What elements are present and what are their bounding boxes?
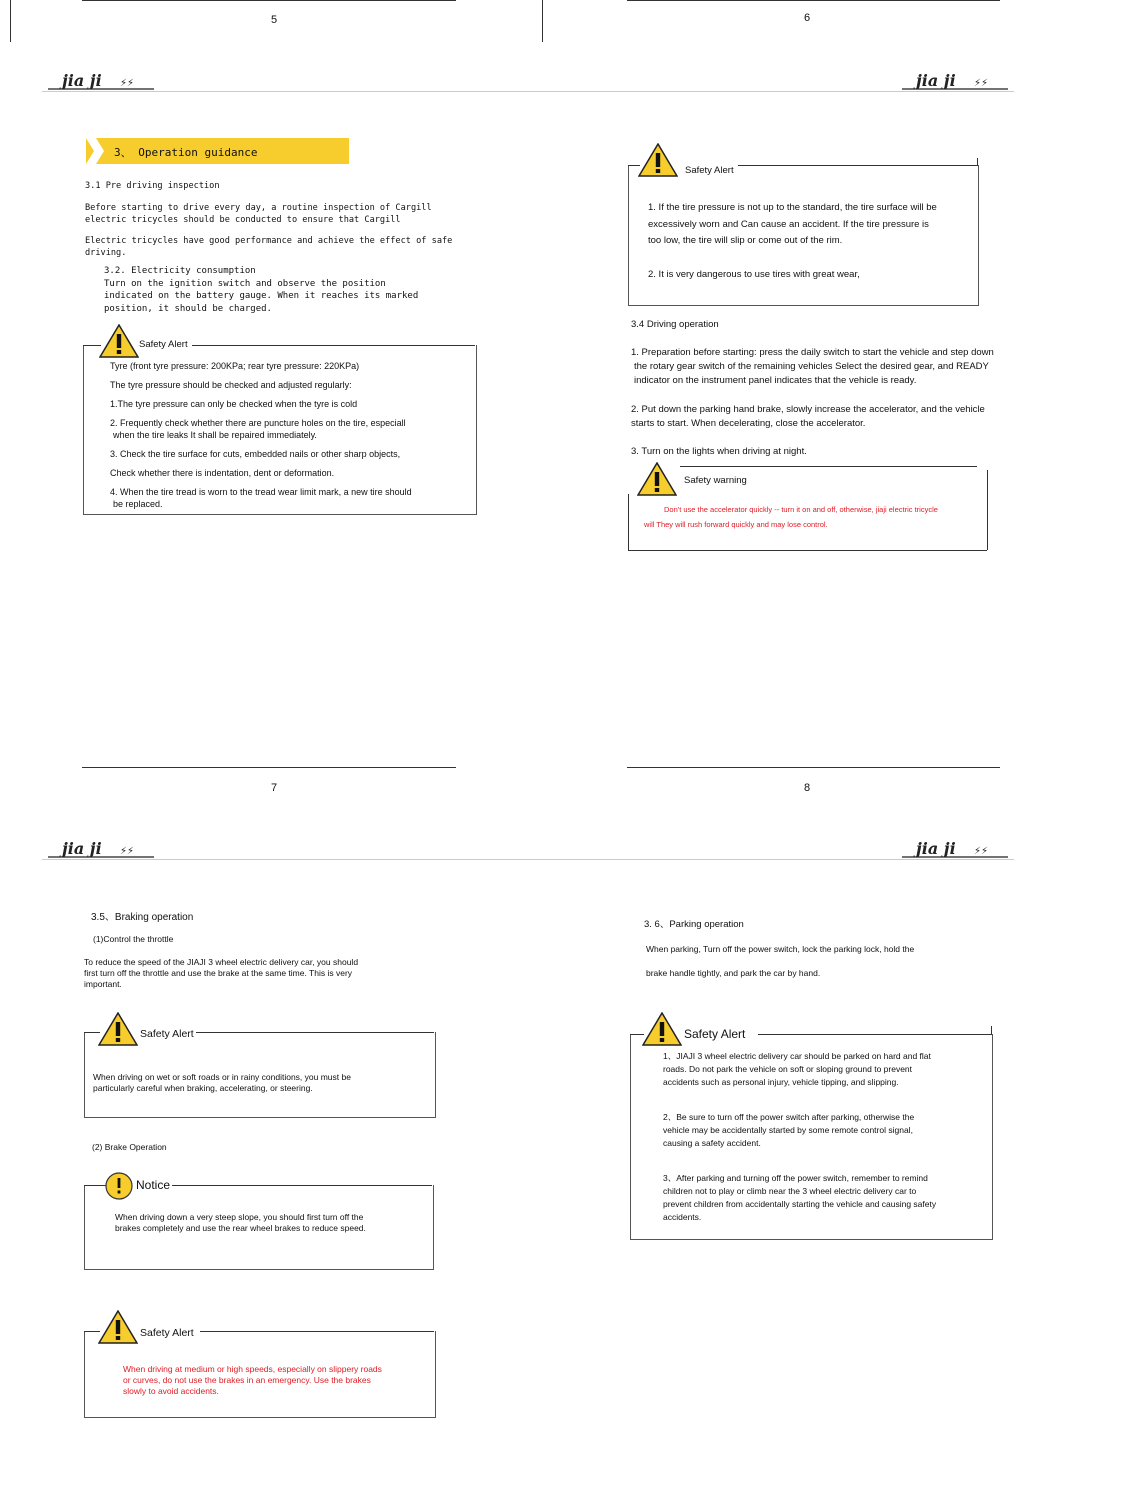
throttle-subtitle: (1)Control the throttle [93, 934, 174, 944]
page-number: 5 [270, 14, 278, 26]
safety-alert-title: Safety Alert [684, 1027, 746, 1041]
warning-triangle-icon [637, 462, 677, 496]
pre-driving-title: 3.1 Pre driving inspection [85, 181, 220, 191]
parking-operation-title: 3. 6、Parking operation [644, 919, 744, 930]
pre-driving-text: Before starting to drive every day, a routine inspection of Cargill electric tricycles should be conducted to ensure that Cargill [85, 203, 432, 225]
driving-step-3: 3. Turn on the lights when driving at night. [631, 446, 807, 457]
jiaji-logo [48, 72, 158, 90]
safety-alert-content: Tyre (front tyre pressure: 200KPa; rear tyre pressure: 220KPa) The tyre pressure should be checked and adjusted regularly: 1.The tyre pressure can only be checked when the tyre is cold 2. Frequently check whether there are puncture holes on the tire, especiall when the tire leaks It shall be repaired immediately. 3. Check the tire surface for cuts, embedded nails or other sharp objects, Check whether there is indentation, dent or deformation. 4. When the tire tread is worn to the tread wear limit mark, a new tire should be replaced. [110, 361, 412, 509]
pre-driving-text-2: Electric tricycles have good performance and achieve the effect of safe driving. [85, 236, 453, 258]
jiaji-logo [902, 72, 1012, 90]
section-banner [86, 138, 349, 164]
warning-triangle-icon [638, 143, 678, 177]
brake-operation-subtitle: (2) Brake Operation [92, 1142, 167, 1152]
chevron-right-icon [86, 138, 104, 164]
warning-triangle-icon [98, 1310, 138, 1344]
safety-warning-content: Don't use the accelerator quickly -- turn it on and off, otherwise, jiaji electric tricycle will They will rush forward quickly and may lose control. [644, 505, 938, 529]
header-rule [42, 91, 1014, 92]
throttle-text: To reduce the speed of the JIAJI 3 wheel electric delivery car, you should first turn off the throttle and use the brake at the same time. This is very important. [84, 957, 359, 989]
notice-content: When driving down a very steep slope, you should first turn off the brakes completely and use the rear wheel brakes to reduce speed. [115, 1212, 366, 1233]
driving-step-2: 2. Put down the parking hand brake, slowly increase the accelerator, and the vehicle starts to start. When decelerating, close the accelerator. [631, 404, 985, 429]
safety-alert-content: When driving on wet or soft roads or in rainy conditions, you must be particularly careful when braking, accelerating, or steering. [93, 1072, 351, 1093]
jiaji-logo [902, 840, 1012, 858]
footer-rule [82, 767, 456, 768]
safety-warning-title: Safety warning [684, 475, 747, 486]
warning-triangle-icon [642, 1012, 682, 1046]
page-number: 7 [270, 782, 278, 794]
footer-rule [627, 0, 1000, 1]
safety-alert-content: 1. If the tire pressure is not up to the standard, the tire surface will be excessively worn and Can cause an accident. If the tire pressure is too low, the tire will slip or come out of the rim. 2. It is very dangerous to use tires with great wear, [648, 202, 937, 280]
safety-alert-title: Safety Alert [140, 1028, 194, 1040]
jiaji-logo [48, 840, 158, 858]
header-rule [42, 859, 1014, 860]
driving-step-1: 1. Preparation before starting: press the daily switch to start the vehicle and step down the rotary gear switch of the remaining vehicles Select the desired gear, and READY indicator on the instrument panel indicates that the vehicle is ready. [631, 347, 994, 386]
warning-triangle-icon [98, 1012, 138, 1046]
page-edge [542, 0, 543, 42]
page-number: 8 [803, 782, 811, 794]
notice-title: Notice [136, 1178, 171, 1192]
footer-rule [82, 0, 456, 1]
parking-text-1: When parking, Turn off the power switch, lock the parking lock, hold the [646, 944, 915, 954]
driving-operation-title: 3.4 Driving operation [631, 319, 719, 330]
notice-exclamation-icon [104, 1171, 134, 1201]
safety-alert-title: Safety Alert [685, 165, 734, 176]
electricity-section: 3.2. Electricity consumption Turn on the ignition switch and observe the position indicated on the battery gauge. When it reaches its marked position, it should be charged. [104, 266, 419, 314]
page-edge [10, 0, 11, 42]
safety-alert-title: Safety Alert [140, 1327, 194, 1339]
footer-rule [627, 767, 1000, 768]
braking-operation-title: 3.5、Braking operation [91, 912, 194, 923]
page-number: 6 [803, 12, 811, 24]
parking-text-2: brake handle tightly, and park the car by hand. [646, 968, 821, 978]
safety-alert-title: Safety Alert [139, 339, 188, 350]
warning-triangle-icon [99, 324, 139, 358]
safety-alert-content: 1、JIAJI 3 wheel electric delivery car should be parked on hard and flat roads. Do not park the vehicle on soft or sloping ground to prevent accidents such as personal injury, vehicle tipping, and slipping. 2、Be sure to turn off the power switch after parking, otherwise the vehicle may be accidentally started by some remote control signal, causing a safety accident. 3、After parking and turning off the power switch, remember to remind children not to play or climb near the 3 wheel electric delivery car to prevent children from accidentally starting the vehicle and causing safety accidents. [663, 1051, 937, 1222]
section-title: 3、 Operation guidance [114, 146, 258, 159]
safety-alert-content: When driving at medium or high speeds, especially on slippery roads or curves, do not use the brakes in an emergency. Use the brakes slowly to avoid accidents. [123, 1364, 382, 1396]
